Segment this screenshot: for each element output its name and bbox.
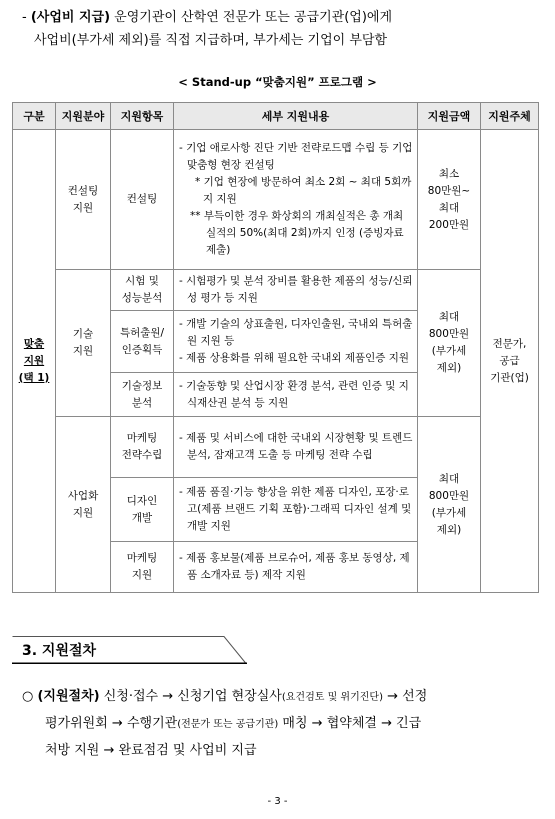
header-field: 지원분야 — [56, 103, 111, 130]
intro-line2: 사업비(부가세 제외)를 직접 지급하며, 부가세는 기업이 부담함 — [34, 33, 388, 48]
intro-line1: 운영기관이 산학연 전문가 또는 공급기관(업)에게 — [110, 10, 393, 25]
header-details: 세부 지원내용 — [174, 103, 418, 130]
procedure-bold-label: (지원절차) — [37, 689, 100, 704]
page-number: - 3 - — [267, 796, 288, 807]
item-testing: 시험 및 성능분석 — [111, 270, 174, 311]
intro-bullet: - — [22, 10, 27, 25]
header-category: 구분 — [13, 103, 56, 130]
details-testing: - 시험평가 및 분석 장비를 활용한 제품의 성능/신뢰성 평가 등 지원 — [174, 270, 418, 311]
table-caption: < Stand-up “맞춤지원” 프로그램 > — [178, 75, 377, 89]
category-cell: 맞춤 지원 (택 1) — [13, 130, 56, 593]
intro-bold-label: (사업비 지급) — [30, 10, 111, 25]
details-design: - 제품 품질·기능 향상을 위한 제품 디자인, 포장·로고(제품 브랜드 기획 포함)·그래픽 디자인 설계 및 개발 지원 — [174, 478, 418, 542]
field-biz: 사업화 지원 — [56, 417, 111, 593]
item-marketing-strategy: 마케팅 전략수립 — [111, 417, 174, 478]
program-table — [12, 102, 539, 593]
item-consulting: 컨설팅 — [111, 130, 174, 270]
details-patent: - 개발 기술의 상표출원, 디자인출원, 국내외 특허출원 지원 등 - 제품 상용화를 위해 필요한 국내외 제품인증 지원 — [174, 311, 418, 373]
table-header-row — [13, 103, 539, 130]
field-tech: 기술 지원 — [56, 270, 111, 417]
header-provider: 지원주체 — [481, 103, 539, 130]
item-design: 디자인 개발 — [111, 478, 174, 542]
table-row — [13, 417, 539, 478]
details-marketing-strategy: - 제품 및 서비스에 대한 국내외 시장현황 및 트렌드 분석, 잠재고객 도출 등 마케팅 전략 수립 — [174, 417, 418, 478]
item-marketing-support: 마케팅 지원 — [111, 542, 174, 593]
section-title: 3. 지원절차 — [22, 643, 97, 659]
table-row — [13, 130, 539, 270]
field-consulting: 컨설팅 지원 — [56, 130, 111, 270]
section-heading — [12, 636, 247, 664]
amount-biz: 최대 800만원 (부가세 제외) — [418, 417, 481, 593]
details-consulting: - 기업 애로사항 진단 기반 전략로드맵 수립 등 기업 맞춤형 현장 컨설팅 * 기업 현장에 방문하여 최소 2회 ~ 최대 5회까지 지원 ** 부득이한 경우 화상회의 개최실적은 총 개최실적의 50%(최대 2회)까지 인정 (증빙자료 제출) — [174, 130, 418, 270]
amount-tech: 최대 800만원 (부가세 제외) — [418, 270, 481, 417]
procedure-paragraph: ○ (지원절차) 신청·접수 → 신청기업 현장실사(요건검토 및 위기진단) → 선정 평가위원회 → 수행기관(전문가 또는 공급기관) 매칭 → 협약체결 → 긴급 처방 지원 → 완료점검 및 사업비 지급 — [22, 689, 428, 758]
procedure-bullet: ○ — [22, 689, 34, 704]
provider-cell: 전문가, 공급 기관(업) — [481, 130, 539, 593]
details-marketing-support: - 제품 홍보물(제품 브로슈어, 제품 홍보 동영상, 제품 소개자료 등) 제작 지원 — [174, 542, 418, 593]
item-techinfo: 기술정보 분석 — [111, 373, 174, 417]
header-amount: 지원금액 — [418, 103, 481, 130]
amount-consulting: 최소 80만원~ 최대 200만원 — [418, 130, 481, 270]
details-techinfo: - 기술동향 및 산업시장 환경 분석, 관련 인증 및 지식재산권 분석 등 지원 — [174, 373, 418, 417]
table-row — [13, 270, 539, 311]
item-patent: 특허출원/ 인증획득 — [111, 311, 174, 373]
header-item: 지원항목 — [111, 103, 174, 130]
intro-paragraph — [22, 6, 542, 52]
